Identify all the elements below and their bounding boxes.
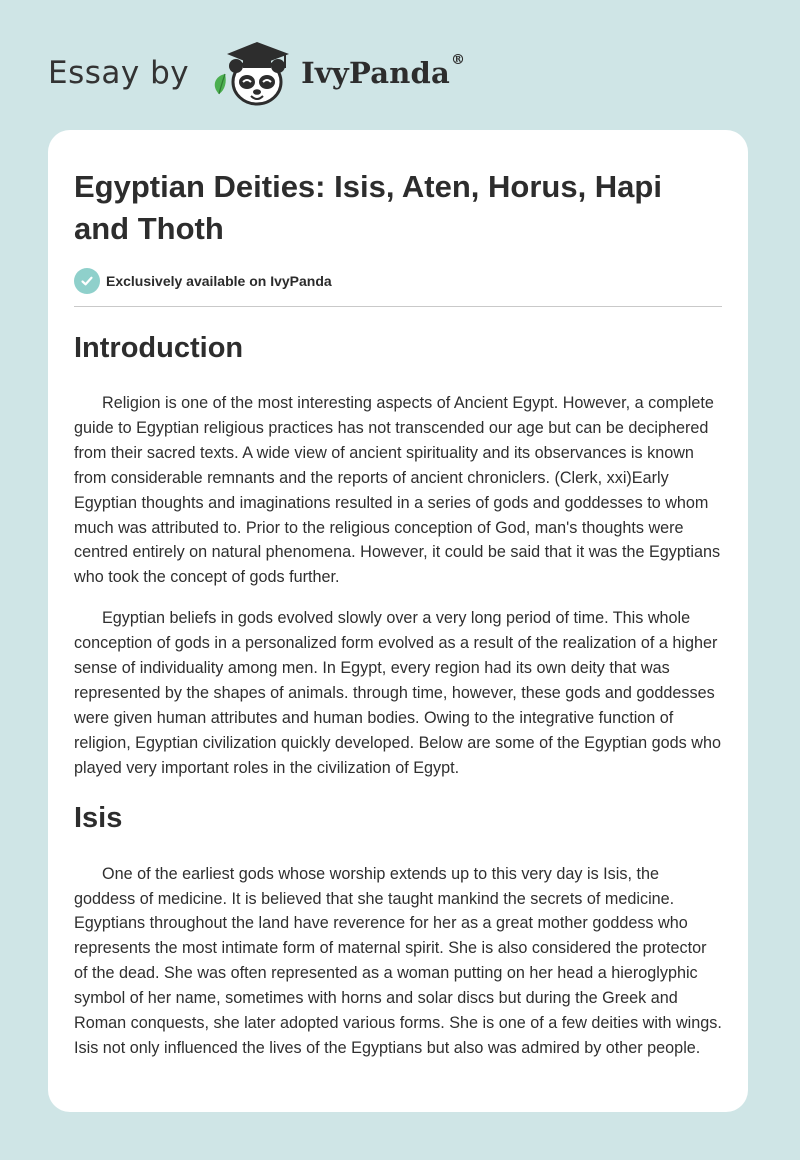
paragraph: Egyptian beliefs in gods evolved slowly over a very long period of time. This whole conception of gods in a personalized form evolved as a result of the realization of a higher sense of individuality among men. In Egypt, every region had its own deity that was represented by the shapes of animals. through time, however, these gods and goddesses were given human attributes and human bodies. Owing to the integrative function of religion, Egyptian civilization quickly developed. Below are some of the Egyptian gods who played very important roles in the civilization of Egypt.	[74, 609, 721, 777]
panda-graduation-cap-icon[interactable]	[205, 36, 297, 110]
article-title: Egyptian Deities: Isis, Aten, Horus, Hapi and Thoth	[74, 169, 662, 246]
article-content	[74, 166, 724, 1061]
brand-name[interactable]: IvyPanda®	[301, 52, 466, 90]
section-heading-introduction: Introduction	[74, 332, 244, 364]
paragraph: Religion is one of the most interesting aspects of Ancient Egypt. However, a complete guide to Egyptian religious practices has not transcended our age but can be deciphered from their sacred texts. A wide view of ancient spirituality and its observances is known from considerable remnants and the reports of ancient chroniclers. (Clerk, xxi)Early Egyptian thoughts and imaginations resulted in a series of gods and goddesses to whom much was attributed to. Prior to the religious conception of God, man's thoughts were centred entirely on natural phenomena. However, it could be said that it was the Egyptians who took the concept of gods further.	[74, 394, 721, 587]
exclusive-badge-text: Exclusively available on IvyPanda	[106, 273, 332, 289]
check-circle-icon	[74, 268, 100, 294]
article-card	[48, 130, 748, 1112]
essay-by-label: Essay by	[48, 55, 190, 91]
exclusive-badge	[74, 268, 724, 294]
divider	[74, 306, 722, 307]
registered-mark: ®	[450, 52, 466, 68]
section-heading-isis: Isis	[74, 801, 123, 834]
site-header	[48, 36, 508, 110]
paragraph: One of the earliest gods whose worship extends up to this very day is Isis, the goddess of medicine. It is believed that she taught mankind the secrets of medicine. Egyptians throughout the land have reverence for her as a great mother goddess who represents the most intimate form of maternal spirit. She is also considered the protector of the dead. She was often represented as a woman putting on her head a hieroglyphic symbol of her name, sometimes with horns and solar discs but during the Greek and Roman conquests, she later adopted various forms. She is one of a few deities with wings. Isis not only influenced the lives of the Egyptians but also was admired by other people.	[74, 864, 722, 1057]
